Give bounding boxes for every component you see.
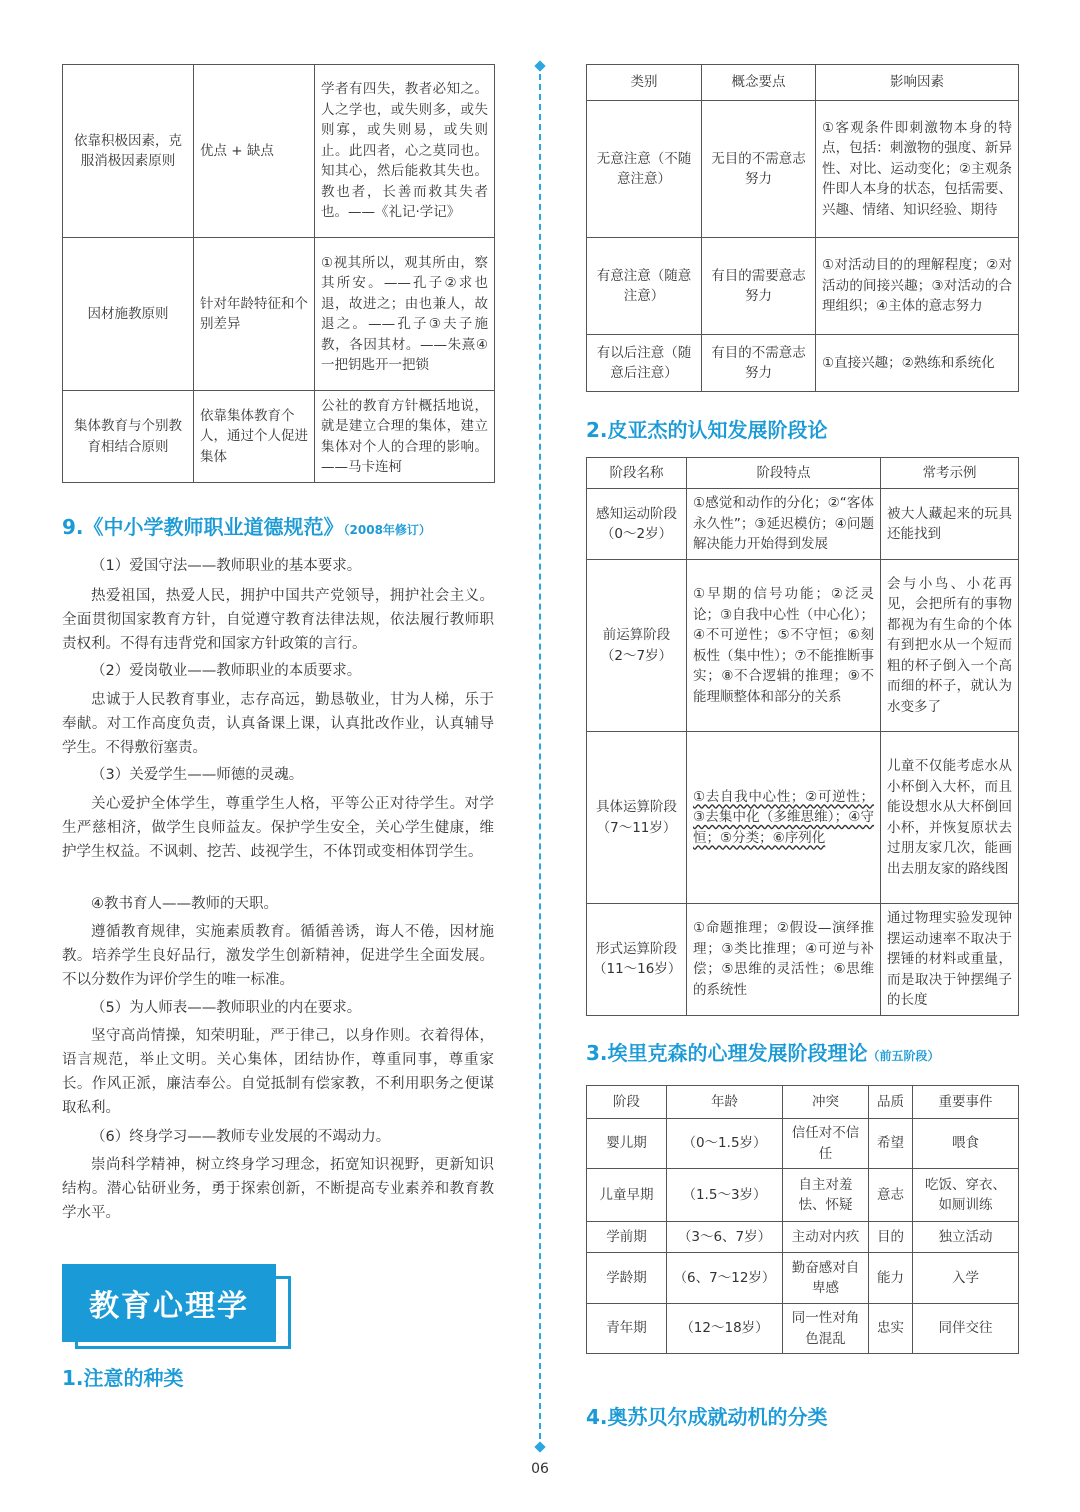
section-note: （2008年修订） — [343, 523, 431, 537]
erikson-stage: 儿童早期 — [587, 1169, 667, 1222]
column-header: 重要事件 — [913, 1086, 1019, 1119]
erikson-table — [586, 1085, 1019, 1354]
attention-concept: 有目的不需意志努力 — [702, 335, 816, 392]
erikson-age: （1.5～3岁） — [667, 1169, 783, 1222]
table-row — [587, 1222, 1019, 1253]
table-row — [587, 732, 1019, 904]
erikson-conflict: 信任对不信任 — [783, 1119, 869, 1169]
table-row — [587, 1169, 1019, 1222]
column-header: 类别 — [587, 65, 702, 101]
erikson-event: 同伴交往 — [913, 1304, 1019, 1354]
erikson-quality: 能力 — [869, 1253, 913, 1304]
section-title-text: 2.皮亚杰的认知发展阶段论 — [586, 418, 828, 442]
table-header-row — [587, 1086, 1019, 1119]
piaget-features: ①感觉和动作的分化；②“客体永久性”；③延迟模仿；④问题解决能力开始得到发展 — [687, 489, 881, 560]
principle-example: ①视其所以，观其所由，察其所安。——孔子②求也退，故进之；由也兼人，故退之。——孔子③夫子施教，各因其材。——朱熹④一把钥匙开一把锁 — [315, 238, 495, 391]
erikson-event: 吃饭、穿衣、如厕训练 — [913, 1169, 1019, 1222]
erikson-age: （12～18岁） — [667, 1304, 783, 1354]
erikson-event: 独立活动 — [913, 1222, 1019, 1253]
norm-heading: ④教书育人——教师的天职。 — [91, 896, 278, 912]
erikson-stage: 学龄期 — [587, 1253, 667, 1304]
column-header: 常考示例 — [881, 458, 1019, 489]
principle-example: 学者有四失，教者必知之。人之学也，或失则多，或失则寡，或失则易，或失则止。此四者，心之莫同也。知其心，然后能救其失也。教也者，长善而救其失者也。——《礼记·学记》 — [315, 65, 495, 238]
attention-factors: ①客观条件即刺激物本身的特点，包括：刺激物的强度、新异性、对比、运动变化；②主观条件即人本身的状态，包括需要、兴趣、情绪、知识经验、期待 — [816, 101, 1019, 238]
principle-name: 因材施教原则 — [63, 238, 194, 391]
attention-type: 无意注意（不随意注意） — [587, 101, 702, 238]
section-title — [62, 1364, 184, 1392]
attention-factors: ①直接兴趣；②熟练和系统化 — [816, 335, 1019, 392]
section-title — [586, 416, 828, 444]
piaget-stage: 形式运算阶段（11～16岁） — [587, 904, 687, 1016]
principle-name: 依靠积极因素，克服消极因素原则 — [63, 65, 194, 238]
section-title-text: 4.奥苏贝尔成就动机的分类 — [586, 1405, 828, 1429]
column-header: 品质 — [869, 1086, 913, 1119]
table-row — [587, 1119, 1019, 1169]
table-row — [63, 391, 495, 483]
piaget-example: 通过物理实验发现钟摆运动速率不取决于摆锤的材料或重量，而是取决于钟摆绳子的长度 — [881, 904, 1019, 1016]
principle-example: 公社的教育方针概括地说，就是建立合理的集体，建立集体对个人的合理的影响。——马卡连柯 — [315, 391, 495, 483]
erikson-age: （6、7～12岁） — [667, 1253, 783, 1304]
piaget-features-text: ①去自我中心性；②可逆性；③去集中化（多维思维）；④守恒；⑤分类；⑥序列化 — [693, 788, 874, 846]
section-title-text: 9.《中小学教师职业道德规范》 — [62, 515, 344, 539]
column-header: 影响因素 — [816, 65, 1019, 101]
table-row — [587, 560, 1019, 732]
section-title — [586, 1403, 828, 1431]
piaget-features: ①早期的信号功能；②泛灵论；③自我中心性（中心化）；④不可逆性；⑤不守恒；⑥刻板性（集中性）；⑦不能推断事实；⑧不合逻辑的推理；⑨不能理顺整体和部分的关系 — [687, 560, 881, 732]
piaget-features: ①命题推理；②假设—演绎推理；③类比推理；④可逆与补偿；⑤思维的灵活性；⑥思维的系统性 — [687, 904, 881, 1016]
table-row — [63, 238, 495, 391]
erikson-quality: 希望 — [869, 1119, 913, 1169]
piaget-stage: 前运算阶段（2～7岁） — [587, 560, 687, 732]
erikson-event: 入学 — [913, 1253, 1019, 1304]
attention-concept: 无目的不需意志努力 — [702, 101, 816, 238]
attention-table — [586, 64, 1019, 392]
norm-heading: （6）终身学习——教师专业发展的不竭动力。 — [91, 1129, 391, 1145]
column-header: 阶段特点 — [687, 458, 881, 489]
piaget-example: 会与小鸟、小花再见，会把所有的事物都视为有生命的个体有到把水从一个短而粗的杯子倒入一个高而细的杯子，就认为水变多了 — [881, 560, 1019, 732]
erikson-conflict: 勤奋感对自卑感 — [783, 1253, 869, 1304]
column-header: 阶段名称 — [587, 458, 687, 489]
table-row — [587, 101, 1019, 238]
norm-body: 忠诚于人民教育事业，志存高远，勤恳敬业，甘为人梯，乐于奉献。对工作高度负责，认真备课上课，认真批改作业，认真辅导学生。不得敷衍塞责。 — [62, 692, 494, 756]
section-title — [62, 513, 431, 544]
chapter-banner: 教育心理学 — [62, 1264, 276, 1342]
attention-type: 有意注意（随意注意） — [587, 238, 702, 335]
erikson-conflict: 自主对羞怯、怀疑 — [783, 1169, 869, 1222]
piaget-stage: 具体运算阶段（7～11岁） — [587, 732, 687, 904]
erikson-conflict: 主动对内疚 — [783, 1222, 869, 1253]
column-header: 年龄 — [667, 1086, 783, 1119]
section-title — [586, 1039, 940, 1070]
erikson-stage: 学前期 — [587, 1222, 667, 1253]
table-row — [587, 489, 1019, 560]
column-header: 概念要点 — [702, 65, 816, 101]
piaget-table — [586, 457, 1019, 1016]
column-header: 冲突 — [783, 1086, 869, 1119]
table-row — [587, 1304, 1019, 1354]
norm-body: 坚守高尚情操，知荣明耻，严于律己，以身作则。衣着得体，语言规范，举止文明。关心集体，团结协作，尊重同事，尊重家长。作风正派，廉洁奉公。自觉抵制有偿家教，不利用职务之便谋取私利。 — [62, 1028, 494, 1116]
section-title-text: 3.埃里克森的心理发展阶段理论 — [586, 1041, 868, 1065]
section-title-text: 1.注意的种类 — [62, 1366, 184, 1390]
erikson-quality: 目的 — [869, 1222, 913, 1253]
norm-body: 热爱祖国，热爱人民，拥护中国共产党领导，拥护社会主义。全面贯彻国家教育方针，自觉遵守教育法律法规，依法履行教师职责权利。不得有违背党和国家方针政策的言行。 — [62, 588, 494, 652]
erikson-quality: 忠实 — [869, 1304, 913, 1354]
erikson-age: （3～6、7岁） — [667, 1222, 783, 1253]
erikson-stage: 青年期 — [587, 1304, 667, 1354]
erikson-conflict: 同一性对角色混乱 — [783, 1304, 869, 1354]
table-row — [587, 238, 1019, 335]
norm-heading: （2）爱岗敬业——教师职业的本质要求。 — [91, 663, 362, 679]
table-row — [587, 335, 1019, 392]
erikson-event: 喂食 — [913, 1119, 1019, 1169]
principle-point: 依靠集体教育个人，通过个人促进集体 — [194, 391, 315, 483]
attention-factors: ①对活动目的的理解程度；②对活动的间接兴趣；③对活动的合理组织；④主体的意志努力 — [816, 238, 1019, 335]
section-note: （前五阶段） — [867, 1049, 940, 1063]
table-header-row — [587, 65, 1019, 101]
norm-body: 关心爱护全体学生，尊重学生人格，平等公正对待学生。对学生严慈相济，做学生良师益友。保护学生安全，关心学生健康，维护学生权益。不讽刺、挖苦、歧视学生，不体罚或变相体罚学生。 — [62, 796, 494, 860]
erikson-stage: 婴儿期 — [587, 1119, 667, 1169]
table-row — [587, 1253, 1019, 1304]
norm-heading: （5）为人师表——教师职业的内在要求。 — [91, 1000, 362, 1016]
page-number: 06 — [531, 1461, 549, 1477]
norm-heading: （3）关爱学生——师德的灵魂。 — [91, 767, 304, 783]
erikson-age: （0～1.5岁） — [667, 1119, 783, 1169]
piaget-features — [687, 732, 881, 904]
norm-body: 崇尚科学精神，树立终身学习理念，拓宽知识视野，更新知识结构。潜心钻研业务，勇于探索创新，不断提高专业素养和教育教学水平。 — [62, 1157, 494, 1221]
piaget-example: 被大人藏起来的玩具还能找到 — [881, 489, 1019, 560]
principle-point: 优点 + 缺点 — [194, 65, 315, 238]
table-row — [63, 65, 495, 238]
table-header-row — [587, 458, 1019, 489]
divider-dot-bottom — [534, 1441, 545, 1452]
attention-type: 有以后注意（随意后注意） — [587, 335, 702, 392]
divider-dot-top — [534, 60, 545, 71]
principle-point: 针对年龄特征和个别差异 — [194, 238, 315, 391]
piaget-stage: 感知运动阶段（0～2岁） — [587, 489, 687, 560]
table-row — [587, 904, 1019, 1016]
piaget-example: 儿童不仅能考虑水从小杯倒入大杯，而且能设想水从大杯倒回小杯，并恢复原状去过朋友家几次，能画出去朋友家的路线图 — [881, 732, 1019, 904]
erikson-quality: 意志 — [869, 1169, 913, 1222]
attention-concept: 有目的需要意志努力 — [702, 238, 816, 335]
column-header: 阶段 — [587, 1086, 667, 1119]
norm-body: 遵循教育规律，实施素质教育。循循善诱，诲人不倦，因材施教。培养学生良好品行，激发学生创新精神，促进学生全面发展。不以分数作为评价学生的唯一标准。 — [62, 924, 494, 988]
column-divider — [539, 64, 541, 1449]
principle-name: 集体教育与个别教育相结合原则 — [63, 391, 194, 483]
principles-table — [62, 64, 495, 483]
norm-heading: （1）爱国守法——教师职业的基本要求。 — [91, 558, 362, 574]
